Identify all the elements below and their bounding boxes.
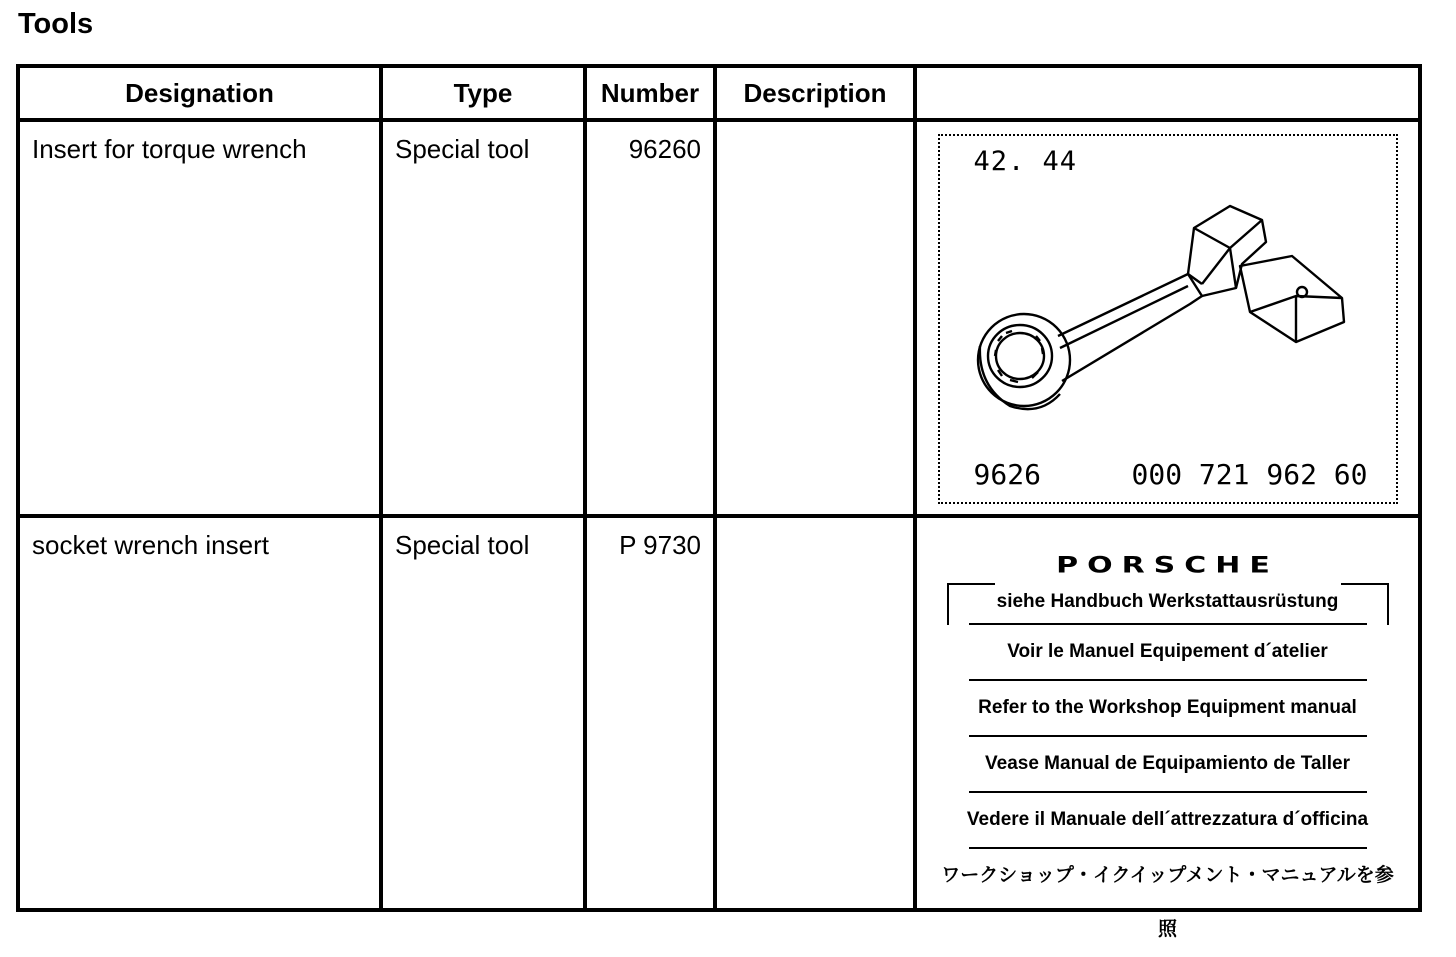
header-type: Type — [381, 66, 585, 120]
porsche-logo: PORSCHE — [1056, 552, 1279, 579]
header-row — [18, 66, 1420, 120]
image-cell — [915, 120, 1420, 516]
number-text: 96260 — [628, 134, 701, 164]
header-number: Number — [585, 66, 715, 120]
type-cell — [381, 120, 585, 516]
designation-cell — [18, 516, 381, 910]
number-text: P 9730 — [619, 530, 701, 560]
description-cell — [715, 516, 915, 910]
description-cell — [715, 120, 915, 516]
header-designation: Designation — [18, 66, 381, 120]
drawing-part-number: 000 721 962 60 — [1131, 458, 1368, 491]
designation-text: Insert for torque wrench — [32, 134, 307, 164]
type-cell — [381, 516, 585, 910]
type-text: Special tool — [395, 530, 530, 560]
notice-line-it: Vedere il Manuale dell´attrezzatura d´officina — [966, 809, 1369, 830]
designation-cell — [18, 120, 381, 516]
type-text: Special tool — [395, 134, 530, 164]
table-row — [18, 120, 1420, 516]
notice-line-de: siehe Handbuch Werkstattausrüstung — [996, 591, 1339, 612]
notice-line-fr: Voir le Manuel Equipement d´atelier — [1007, 641, 1328, 662]
torque-wrench-insert-illustration — [940, 136, 1396, 502]
description-text — [717, 122, 913, 134]
workshop-manual-notice — [933, 548, 1403, 940]
designation-text: socket wrench insert — [32, 530, 269, 560]
tool-drawing — [938, 134, 1398, 504]
notice-line-es: Vease Manual de Equipamiento de Taller — [985, 753, 1350, 774]
tools-table — [16, 64, 1422, 940]
number-cell — [585, 120, 715, 516]
notice-bracket — [947, 583, 1389, 623]
bracket-left — [947, 583, 995, 625]
page-title: Tools — [18, 8, 94, 40]
notice-line-ja: ワークショップ・イクイップメント・マニュアルを参照 — [941, 865, 1394, 940]
table-row — [18, 516, 1420, 910]
image-cell — [915, 516, 1420, 940]
number-cell — [585, 516, 715, 910]
bracket-right — [1341, 583, 1389, 625]
drawing-top-label: 42. 44 — [973, 146, 1078, 177]
header-description: Description — [715, 66, 915, 120]
header-image — [915, 66, 1420, 120]
notice-line-en: Refer to the Workshop Equipment manual — [978, 697, 1357, 718]
description-text — [717, 518, 913, 530]
drawing-tool-number: 9626 — [973, 458, 1041, 491]
